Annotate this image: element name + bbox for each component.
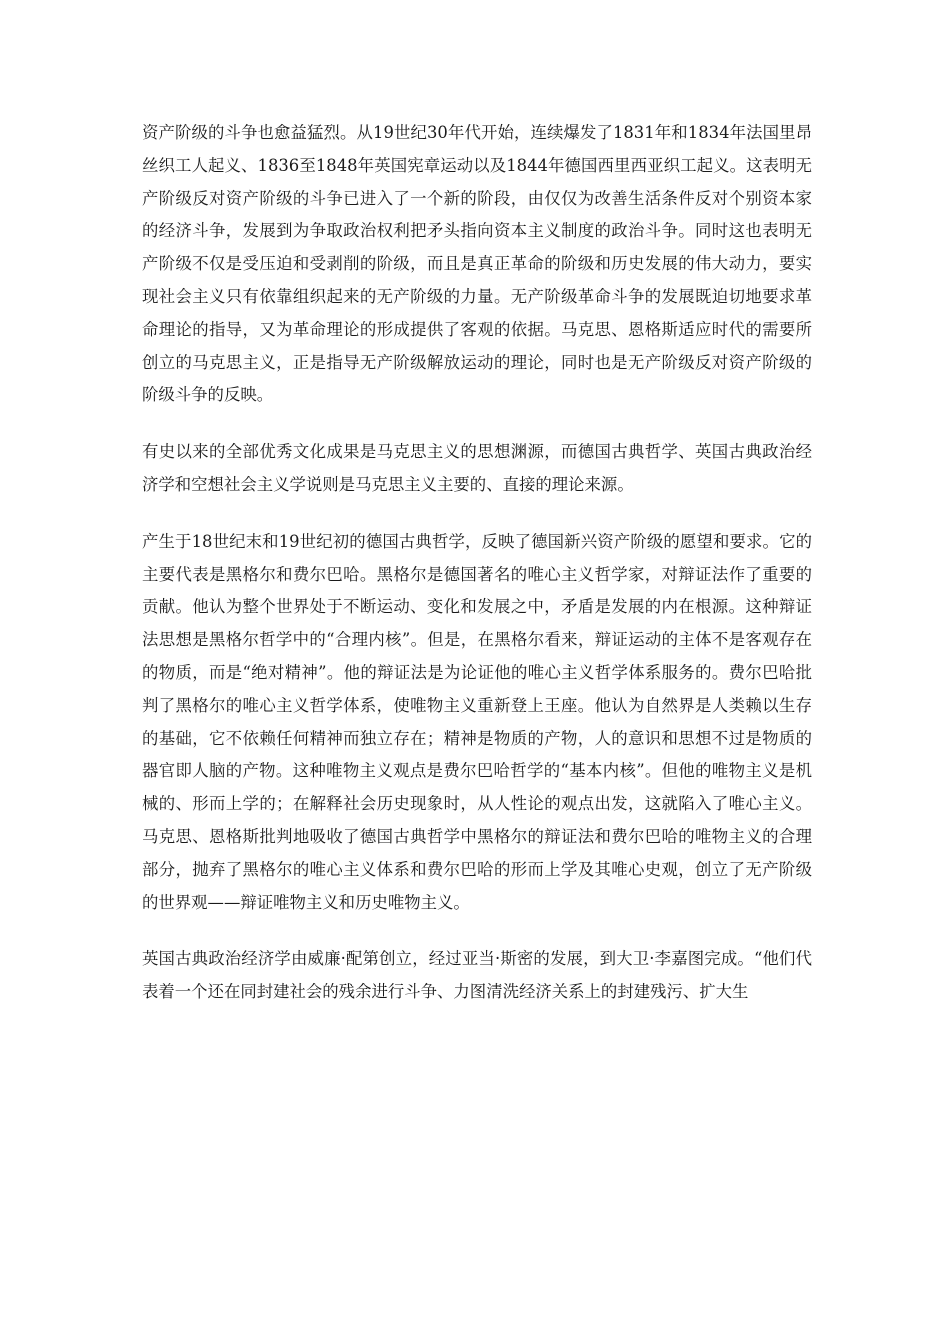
paragraph-4: 英国古典政治经济学由威廉·配第创立，经过亚当·斯密的发展，到大卫·李嘉图完成。“他们代表着一个还在同封建社会的残余进行斗争、力图清洗经济关系上的封建残污、扩大生 xyxy=(142,949,812,1002)
document-body xyxy=(142,117,812,1033)
paragraph-3: 产生于18世纪末和19世纪初的德国古典哲学，反映了德国新兴资产阶级的愿望和要求。它的主要代表是黑格尔和费尔巴哈。黑格尔是德国著名的唯心主义哲学家，对辩证法作了重要的贡献。他认为整个世界处于不断运动、变化和发展之中，矛盾是发展的内在根源。这种辩证法思想是黑格尔哲学中的“合理内核”。但是，在黑格尔看来，辩证运动的主体不是客观存在的物质，而是“绝对精神”。他的辩证法是为论证他的唯心主义哲学体系服务的。费尔巴哈批判了黑格尔的唯心主义哲学体系，使唯物主义重新登上王座。他认为自然界是人类赖以生存的基础，它不依赖任何精神而独立存在；精神是物质的产物，人的意识和思想不过是物质的器官即人脑的产物。这种唯物主义观点是费尔巴哈哲学的“基本内核”。但他的唯物主义是机械的、形而上学的；在解释社会历史现象时，从人性论的观点出发，这就陷入了唯心主义。马克思、恩格斯批判地吸收了德国古典哲学中黑格尔的辩证法和费尔巴哈的唯物主义的合理部分，抛弃了黑格尔的唯心主义体系和费尔巴哈的形而上学及其唯心史观，创立了无产阶级的世界观——辩证唯物主义和历史唯物主义。 xyxy=(142,531,812,912)
paragraph-2: 有史以来的全部优秀文化成果是马克思主义的思想渊源，而德国古典哲学、英国古典政治经济学和空想社会主义学说则是马克思主义主要的、直接的理论来源。 xyxy=(142,442,812,494)
paragraph-1: 资产阶级的斗争也愈益猛烈。从19世纪30年代开始，连续爆发了1831年和1834年法国里昂丝织工人起义、1836至1848年英国宪章运动以及1844年德国西里西亚织工起义。这表明无产阶级反对资产阶级的斗争已进入了一个新的阶段，由仅仅为改善生活条件反对个别资本家的经济斗争，发展到为争取政治权利把矛头指向资本主义制度的政治斗争。同时这也表明无产阶级不仅是受压迫和受剥削的阶级，而且是真正革命的阶级和历史发展的伟大动力，要实现社会主义只有依靠组织起来的无产阶级的力量。无产阶级革命斗争的发展既迫切地要求革命理论的指导，又为革命理论的形成提供了客观的依据。马克思、恩格斯适应时代的需要所创立的马克思主义，正是指导无产阶级解放运动的理论，同时也是无产阶级反对资产阶级的阶级斗争的反映。 xyxy=(142,123,812,405)
